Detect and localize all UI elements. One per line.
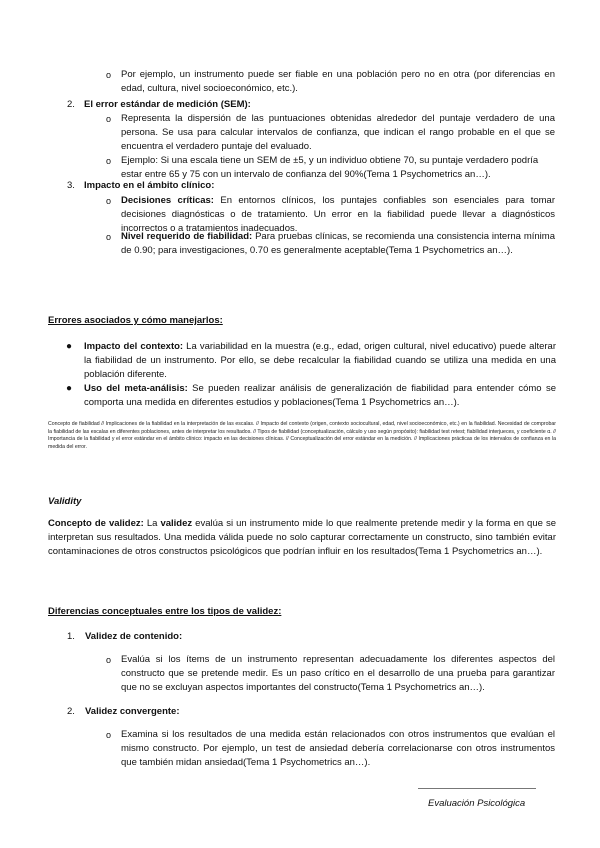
concept-label: Concepto de validez: xyxy=(48,518,144,529)
section-heading: Diferencias conceptuales entre los tipos de validez: xyxy=(48,606,282,617)
list-number: 3. xyxy=(67,180,75,191)
list-item-label: Nivel requerido de fiabilidad: xyxy=(121,231,253,242)
list-number: 2. xyxy=(67,706,75,717)
list-item-label: Impacto del contexto: xyxy=(84,341,184,352)
footnote: Concepto de fiabilidad // Implicaciones de la fiabilidad en la interpretación de las escalas. // Impacto del contexto (origen, contexto sociocultural, edad, nivel socioeconómico, etc.) en la fiabilidad. Necesidad de comprobar la fiabilidad de las escalas en diferentes poblaciones, antes de interpretar los resultados. // Tipos de fiabilidad (conceptualización, cálculo y uso según propósito): fiabilidad test retest; fiabilidad interjueces, y coeficiente α. // Importancia de la fiabilidad y el error estándar en el ámbito clínico: impacto en las decisiones clínicas. // Conceptualización del error estándar en la medición. // Implicaciones prácticas de los intervalos de confianza en la medida del error. xyxy=(48,421,556,450)
list-item: Examina si los resultados de una medida están relacionados con otros instrumentos que evalúan el mismo constructo. Por ejemplo, un test de ansiedad debería correlacionarse con otros instrumentos que también midan ansiedad(Tema 1 Psychometrics an…). xyxy=(121,729,555,768)
hollow-bullet-icon: o xyxy=(106,114,112,124)
list-item-title: Validez convergente: xyxy=(85,706,180,717)
list-item-text: Para pruebas clínicas, se recomienda una consistencia interna mínima de 0.90; para investigaciones, 0.70 es generalmente aceptable(Tema 1 Psychometrics an…). xyxy=(121,231,555,256)
list-item: Representa la dispersión de las puntuaciones obtenidas alrededor del puntaje verdadero de una persona. Se usa para calcular intervalos de confianza, que indican el rango probable en el que se encuentra el verdadero puntaje del evaluado. xyxy=(121,113,555,152)
section-heading: Errores asociados y cómo manejarlos: xyxy=(48,315,223,326)
list-item-title: Impacto en el ámbito clínico: xyxy=(84,180,215,191)
hollow-bullet-icon: o xyxy=(106,70,112,80)
concept-bold: validez xyxy=(160,518,193,529)
list-item xyxy=(84,340,556,382)
list-item: Por ejemplo, un instrumento puede ser fiable en una población pero no en otra (por diferencias en edad, cultura, nivel socioeconómico, etc.). xyxy=(121,69,555,94)
paragraph xyxy=(48,517,556,559)
footer-divider xyxy=(418,788,536,789)
section-heading: Validity xyxy=(48,496,82,507)
concept-pre: La xyxy=(143,518,161,529)
list-item-label: Decisiones críticas: xyxy=(121,195,214,206)
page-footer: Evaluación Psicológica xyxy=(428,798,526,809)
list-item: Ejemplo: Si una escala tiene un SEM de ±5, y un individuo obtiene 70, su puntaje verdadero podría estar entre 65 y 75 con un intervalo de confianza del 90%(Tema 1 Psychometrics an…). xyxy=(121,155,539,180)
concept-text: evalúa si un instrumento mide lo que realmente pretende medir y la forma en que se interpretan sus resultados. Una medida válida puede no solo capturar correctamente un constructo, sino también evitar contaminaciones de otros constructos psicológicos que podrían influir en los resultados(Tema 1 Psychometrics an…). xyxy=(48,518,556,557)
filled-bullet-icon: ● xyxy=(66,383,73,394)
hollow-bullet-icon: o xyxy=(106,655,112,665)
list-item-title: El error estándar de medición (SEM): xyxy=(84,99,251,110)
list-item-text: Se pueden realizar análisis de generalización de fiabilidad para entender cómo se comporta una medida en diferentes estudios y poblaciones(Tema 1 Psychometrics an…). xyxy=(84,383,556,408)
list-item-title: Validez de contenido: xyxy=(85,631,183,642)
list-number: 2. xyxy=(67,99,75,110)
hollow-bullet-icon: o xyxy=(106,730,112,740)
list-item xyxy=(121,230,555,258)
list-item xyxy=(84,382,556,410)
hollow-bullet-icon: o xyxy=(106,156,112,166)
list-item: Evalúa si los ítems de un instrumento representan adecuadamente los diferentes aspectos del constructo que se pretende medir. Es un paso crítico en el desarrollo de una prueba para garantizar que no se excluyan aspectos importantes del constructo(Tema 1 Psychometrics an…). xyxy=(121,654,555,693)
hollow-bullet-icon: o xyxy=(106,196,112,206)
list-item-text: La variabilidad en la muestra (e.g., edad, origen cultural, nivel educativo) puede alterar la fiabilidad de un instrumento. Por ello, se debe recalcular la fiabilidad cuando se utiliza una medida en una población diferente. xyxy=(84,341,556,380)
hollow-bullet-icon: o xyxy=(106,232,112,242)
filled-bullet-icon: ● xyxy=(66,341,73,352)
list-number: 1. xyxy=(67,631,75,642)
list-item-label: Uso del meta-análisis: xyxy=(84,383,188,394)
list-item-text: En entornos clínicos, los puntajes confiables son esenciales para tomar decisiones diagnósticas o de tratamiento. Un error en la fiabilidad puede llevar a diagnósticos incorrectos o a tratamientos inadecuados. xyxy=(121,195,555,234)
